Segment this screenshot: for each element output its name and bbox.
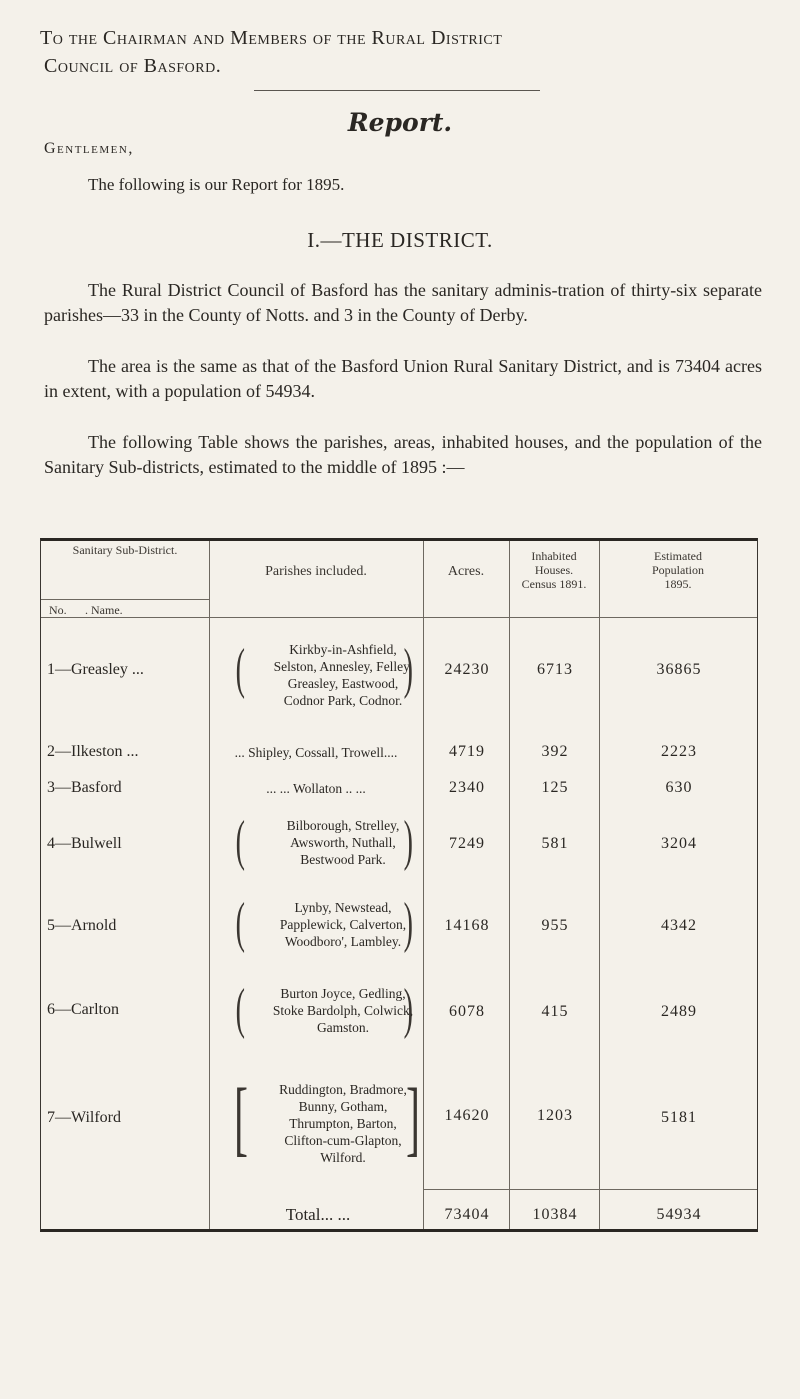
row-4-houses: 581 xyxy=(541,835,569,852)
row-2-population: 2223 xyxy=(661,743,697,760)
row-1-houses: 6713 xyxy=(537,661,573,678)
row-1-parishes: Kirkby-in-Ashfield, Selston, Annesley, Felley, Greasley, Eastwood, Codnor Park, Codnor. xyxy=(273,642,413,708)
left-brace: ( xyxy=(235,978,245,1040)
row-4-population: 3204 xyxy=(661,835,697,852)
row-4-acres: 7249 xyxy=(449,835,485,852)
row-7-acres: 14620 xyxy=(444,1107,490,1124)
row-3-district: 3—Basford xyxy=(47,779,122,796)
row-2-houses: 392 xyxy=(541,743,569,760)
total-rule xyxy=(423,1189,757,1190)
total-population: 54934 xyxy=(656,1206,702,1223)
address-line-1: To the Chairman and Members of the Rural District xyxy=(40,27,503,49)
row-3-population: 630 xyxy=(665,779,693,796)
address-block xyxy=(40,24,780,80)
paragraph-1: The Rural District Council of Basford has the sanitary adminis-tration of thirty-six separate parishes—33 in the County of Notts. and 3 in the County of Derby. xyxy=(44,280,762,325)
paragraph-3: The following Table shows the parishes, areas, inhabited houses, and the population of the Sanitary Sub-districts, estimated to the middle of 1895 :— xyxy=(44,432,762,477)
subdistrict-table xyxy=(40,538,758,1232)
header-no: No. xyxy=(49,603,67,617)
row-1-district: 1—Greasley ... xyxy=(47,661,144,678)
row-6-parishes: Burton Joyce, Gedling, Stoke Bardolph, Colwick, Gamston. xyxy=(272,986,414,1035)
row-4-parishes: Bilborough, Strelley, Awsworth, Nuthall, Bestwood Park. xyxy=(286,818,400,867)
row-7-parishes: Ruddington, Bradmore, Bunny, Gotham, Thrumpton, Barton, Clifton-cum-Glapton, Wilford. xyxy=(279,1082,407,1165)
right-brace: ] xyxy=(405,1072,420,1165)
paragraph-2: The area is the same as that of the Basford Union Rural Sanitary District, and is 73404 acres in extent, with a population of 54934. xyxy=(44,356,762,401)
header-acres: Acres. xyxy=(447,564,485,579)
row-3-parishes: ... ... Wollaton .. ... xyxy=(266,781,366,796)
row-6-population: 2489 xyxy=(661,1003,697,1020)
column-divider xyxy=(509,541,510,1229)
section-title: I.—THE DISTRICT. xyxy=(307,228,493,252)
row-6-acres: 6078 xyxy=(449,1003,485,1020)
header-rule xyxy=(41,617,757,618)
address-line-2: Council of Basford. xyxy=(44,55,222,77)
column-divider xyxy=(599,541,600,1229)
right-brace: ) xyxy=(403,978,413,1040)
row-1-population: 36865 xyxy=(656,661,702,678)
left-brace: ( xyxy=(235,810,245,872)
total-acres: 73404 xyxy=(444,1206,490,1223)
row-5-population: 4342 xyxy=(661,917,697,934)
row-3-acres: 2340 xyxy=(449,779,485,796)
left-brace: [ xyxy=(233,1072,248,1165)
left-brace: ( xyxy=(235,638,245,700)
header-population: Estimated Population 1895. xyxy=(651,549,704,591)
row-6-district: 6—Carlton xyxy=(47,1001,119,1018)
row-5-houses: 955 xyxy=(541,917,569,934)
right-brace: ) xyxy=(403,892,413,954)
header-houses: Inhabited Houses. Census 1891. xyxy=(521,549,587,591)
row-1-acres: 24230 xyxy=(444,661,490,678)
intro-line: The following is our Report for 1895. xyxy=(88,175,345,194)
header-name: . Name. xyxy=(85,603,123,617)
header-subdistrict: Sanitary Sub-District. xyxy=(72,543,178,557)
row-6-houses: 415 xyxy=(541,1003,569,1020)
total-label: Total... ... xyxy=(285,1205,351,1224)
right-brace: ) xyxy=(403,810,413,872)
total-houses: 10384 xyxy=(532,1206,578,1223)
row-4-district: 4—Bulwell xyxy=(47,835,122,852)
row-3-houses: 125 xyxy=(541,779,569,796)
header-parishes: Parishes included. xyxy=(265,564,367,579)
row-7-houses: 1203 xyxy=(537,1107,573,1124)
row-7-district: 7—Wilford xyxy=(47,1109,122,1126)
row-5-acres: 14168 xyxy=(444,917,490,934)
header-rule xyxy=(254,90,540,91)
left-brace: ( xyxy=(235,892,245,954)
salutation: Gentlemen, xyxy=(44,140,134,157)
report-heading: Report. xyxy=(347,108,453,137)
row-2-district: 2—Ilkeston ... xyxy=(47,743,139,760)
row-5-parishes: Lynby, Newstead, Papplewick, Calverton, Woodboro', Lambley. xyxy=(279,900,407,949)
right-brace: ) xyxy=(403,638,413,700)
row-2-parishes: ... Shipley, Cossall, Trowell.... xyxy=(234,745,398,760)
row-2-acres: 4719 xyxy=(449,743,485,760)
row-5-district: 5—Arnold xyxy=(47,917,117,934)
header-subrule xyxy=(41,599,209,600)
row-7-population: 5181 xyxy=(661,1109,697,1126)
